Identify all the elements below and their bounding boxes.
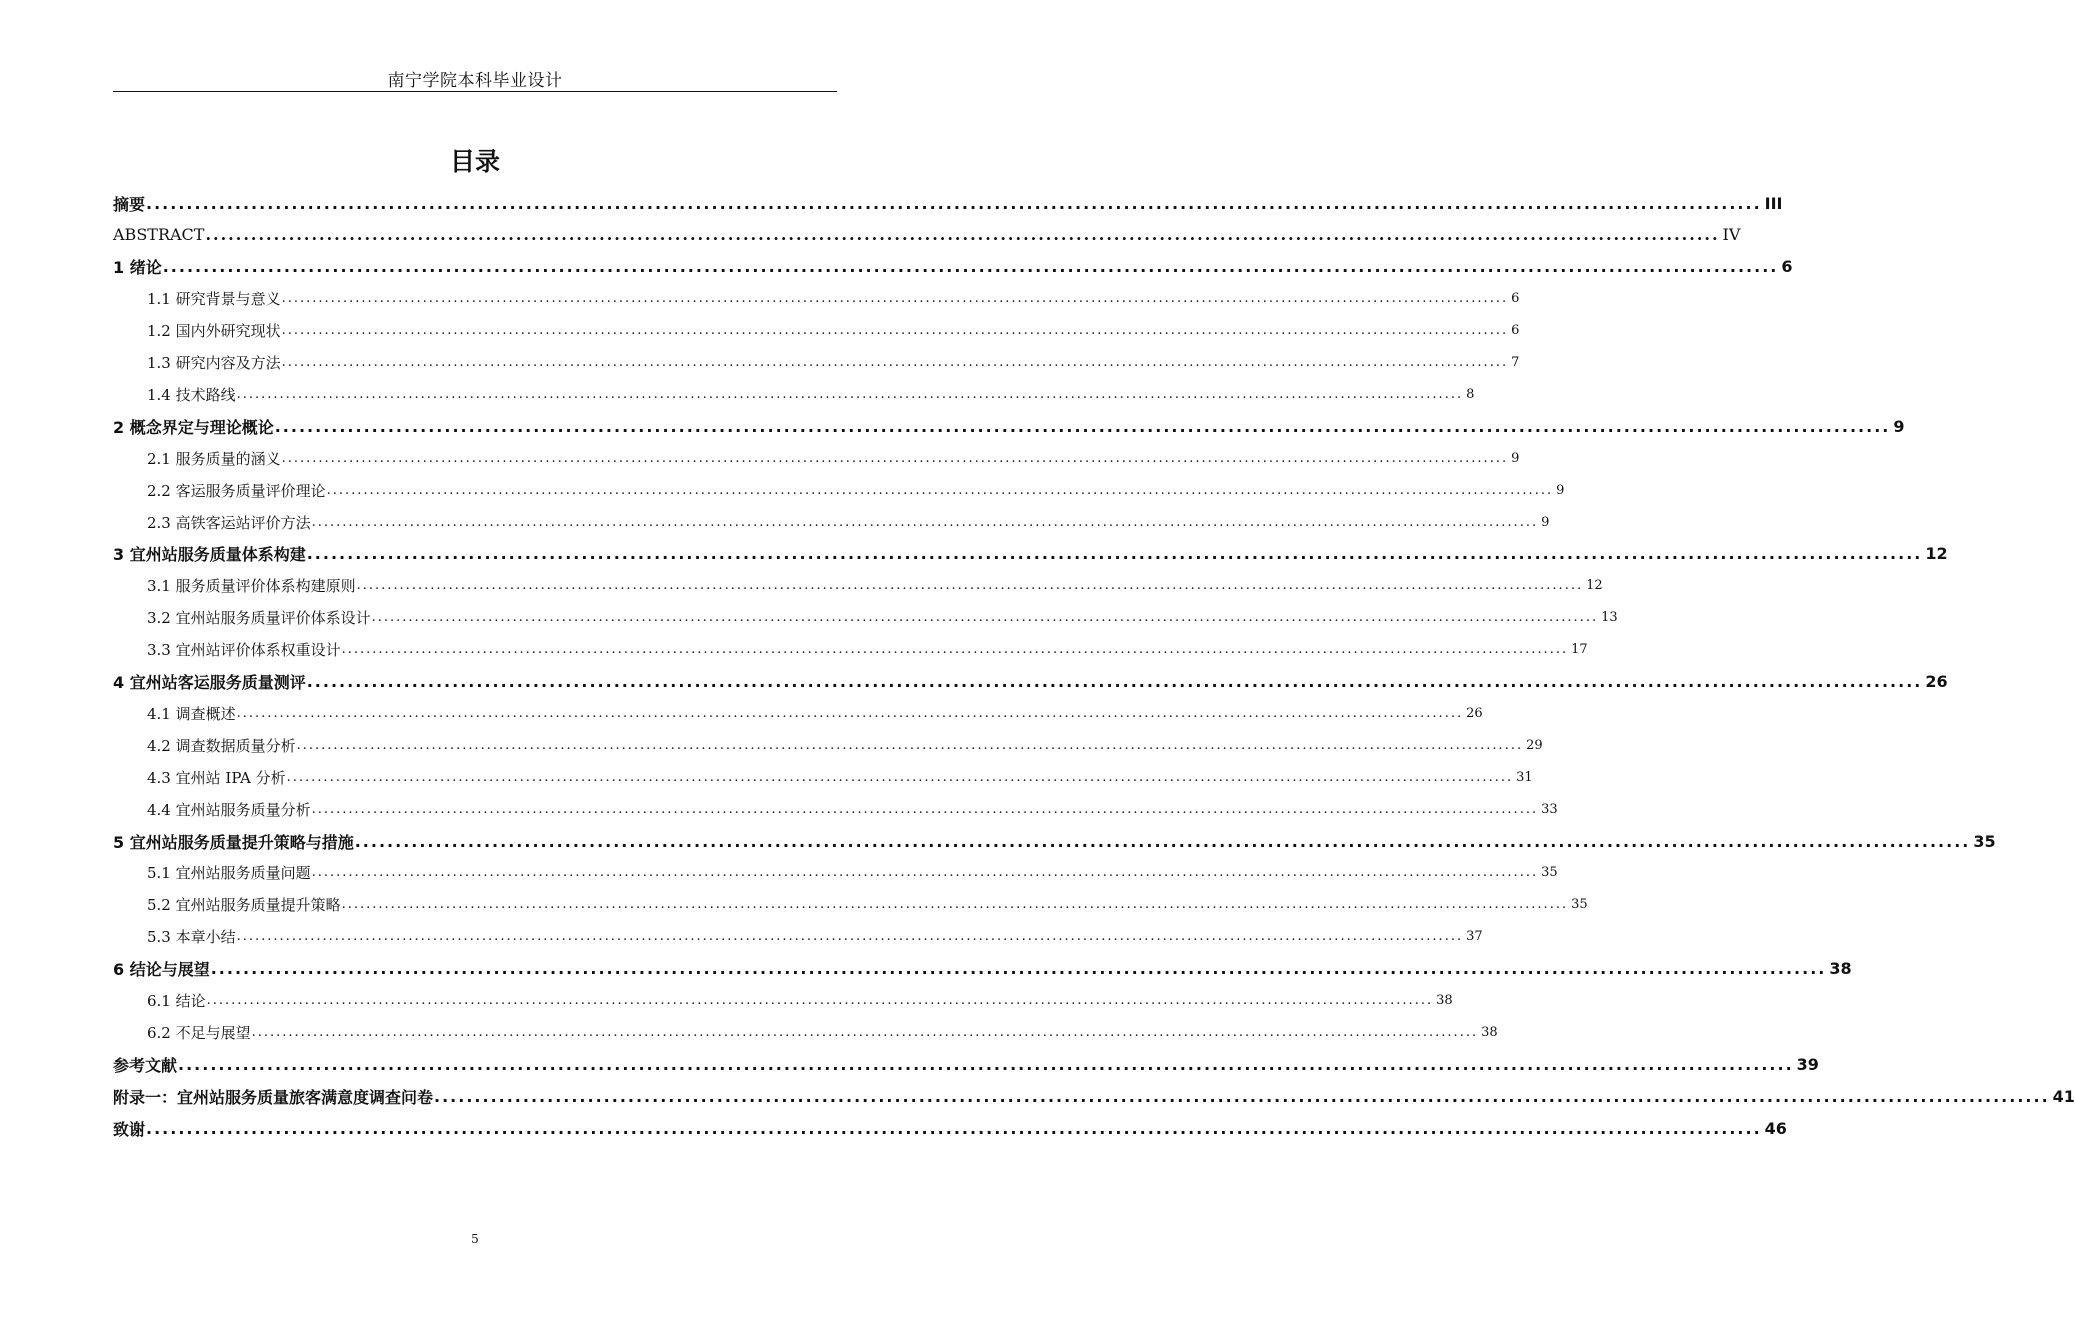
toc-entry-label: 1 绪论 xyxy=(113,258,162,278)
toc-leader-dots: ........................................................................................................................................................................................................ xyxy=(236,705,1464,721)
toc-entry-label: 2.1 服务质量的涵义 xyxy=(147,449,281,468)
toc-entry-label: 4 宜州站客运服务质量测评 xyxy=(113,673,306,692)
toc-entry-page: 41 xyxy=(2052,1086,2075,1106)
toc-entry-page: 9 xyxy=(1556,482,1565,498)
toc-entry-chapter[interactable] xyxy=(113,251,1793,283)
toc-entry-page: 9 xyxy=(1893,416,1905,436)
toc-entry-section[interactable] xyxy=(113,857,1558,889)
toc-entry-chapter[interactable] xyxy=(113,1080,2075,1112)
toc-leader-dots: ........................................................................................................................................................................................................ xyxy=(236,386,1464,402)
toc-leader-dots: ........................................................................................................................................................................................................ xyxy=(341,642,1569,658)
toc-entry-label: 2.3 高铁客运站评价方法 xyxy=(147,513,311,532)
toc-entry-page: 26 xyxy=(1925,672,1948,691)
toc-entry-page: 12 xyxy=(1586,578,1603,594)
toc-entry-chapter[interactable] xyxy=(113,219,1741,251)
toc-entry-label: 参考文献 xyxy=(113,1055,178,1075)
toc-entry-section[interactable] xyxy=(113,347,1520,379)
toc-leader-dots: ........................................................................................................................................................................................................ xyxy=(210,959,1827,979)
toc-leader-dots: ........................................................................................................................................................................................................ xyxy=(356,578,1584,594)
toc-entry-label: 5.2 宜州站服务质量提升策略 xyxy=(147,896,341,915)
toc-entry-label: 1.1 研究背景与意义 xyxy=(147,290,281,309)
toc-entry-section[interactable] xyxy=(113,570,1603,602)
toc-entry-label: 摘要 xyxy=(113,194,146,214)
toc-entry-chapter[interactable] xyxy=(113,825,1996,857)
toc-entry-page: 6 xyxy=(1781,257,1793,277)
toc-entry-page: III xyxy=(1764,193,1783,213)
toc-entry-page: 31 xyxy=(1516,769,1533,785)
toc-leader-dots: ........................................................................................................................................................................................................ xyxy=(236,929,1464,945)
toc-entry-label: 3.2 宜州站服务质量评价体系设计 xyxy=(147,609,371,628)
toc-entry-page: 12 xyxy=(1925,544,1948,564)
toc-entry-section[interactable] xyxy=(113,921,1483,953)
toc-entry-label: ABSTRACT xyxy=(113,225,205,245)
toc-entry-page: 9 xyxy=(1541,514,1550,530)
toc-entry-section[interactable] xyxy=(113,697,1483,729)
toc-leader-dots: ........................................................................................................................................................................................................ xyxy=(286,769,1514,785)
toc-leader-dots: ........................................................................................................................................................................................................ xyxy=(354,831,1971,851)
toc-leader-dots: ........................................................................................................................................................................................................ xyxy=(311,865,1539,881)
toc-entry-page: 38 xyxy=(1829,959,1852,979)
toc-entry-label: 4.1 调查概述 xyxy=(147,704,236,723)
toc-entry-label: 致谢 xyxy=(113,1119,146,1139)
toc-entry-section[interactable] xyxy=(113,729,1543,761)
toc-entry-section[interactable] xyxy=(113,602,1618,634)
toc-leader-dots: ........................................................................................................................................................................................................ xyxy=(311,801,1539,817)
toc-title: 目录 xyxy=(449,147,500,176)
toc-entry-label: 6 结论与展望 xyxy=(113,960,210,980)
toc-leader-dots: ........................................................................................................................................................................................................ xyxy=(281,450,1509,466)
toc-entry-section[interactable] xyxy=(113,474,1565,506)
toc-entry-label: 1.3 研究内容及方法 xyxy=(147,354,281,372)
toc-entry-label: 6.1 结论 xyxy=(147,992,206,1010)
toc-entry-label: 2 概念界定与理论概论 xyxy=(113,417,274,437)
page-number: 5 xyxy=(471,1232,479,1246)
toc-entry-section[interactable] xyxy=(113,1016,1498,1048)
toc-entry-section[interactable] xyxy=(113,378,1475,410)
toc-entry-page: 35 xyxy=(1571,897,1588,913)
toc-entry-page: 13 xyxy=(1601,610,1618,626)
toc-leader-dots: ........................................................................................................................................................................................................ xyxy=(146,1118,1762,1138)
toc-entry-label: 1.2 国内外研究现状 xyxy=(147,322,281,341)
toc-entry-chapter[interactable] xyxy=(113,538,1948,570)
toc-entry-chapter[interactable] xyxy=(113,1112,1787,1144)
toc-entry-chapter[interactable] xyxy=(113,953,1852,985)
toc-leader-dots: ........................................................................................................................................................................................................ xyxy=(281,323,1509,339)
toc-entry-chapter[interactable] xyxy=(113,187,1783,219)
toc-entry-section[interactable] xyxy=(113,985,1453,1017)
toc-entry-chapter[interactable] xyxy=(113,410,1905,442)
toc-leader-dots: ........................................................................................................................................................................................................ xyxy=(251,1024,1479,1040)
toc-leader-dots: ........................................................................................................................................................................................................ xyxy=(371,610,1599,626)
toc-leader-dots: ........................................................................................................................................................................................................ xyxy=(206,993,1434,1008)
toc-entry-label: 2.2 客运服务质量评价理论 xyxy=(147,481,326,500)
toc-entry-page: 38 xyxy=(1436,993,1453,1008)
toc-entry-page: 37 xyxy=(1466,929,1483,945)
toc-entry-label: 3.3 宜州站评价体系权重设计 xyxy=(147,641,341,660)
toc-entry-page: IV xyxy=(1722,225,1741,245)
toc-leader-dots: ........................................................................................................................................................................................................ xyxy=(274,416,1891,436)
toc-entry-section[interactable] xyxy=(113,506,1550,538)
toc-entry-page: 6 xyxy=(1511,323,1520,339)
toc-entry-label: 6.2 不足与展望 xyxy=(147,1023,251,1042)
toc-entry-label: 附录一：宜州站服务质量旅客满意度调查问卷 xyxy=(113,1087,434,1107)
toc-entry-page: 9 xyxy=(1511,450,1520,466)
toc-entry-page: 35 xyxy=(1973,831,1996,851)
toc-entry-page: 26 xyxy=(1466,705,1483,721)
toc-entry-section[interactable] xyxy=(113,442,1520,474)
toc-entry-section[interactable] xyxy=(113,283,1520,315)
toc-leader-dots: ........................................................................................................................................................................................................ xyxy=(296,737,1524,753)
toc-entry-page: 8 xyxy=(1466,386,1475,402)
toc-entry-label: 5.1 宜州站服务质量问题 xyxy=(147,864,311,883)
toc-entry-page: 17 xyxy=(1571,642,1588,658)
toc-leader-dots: ........................................................................................................................................................................................................ xyxy=(162,257,1779,277)
toc-entry-page: 33 xyxy=(1541,801,1558,817)
toc-entry-page: 6 xyxy=(1511,291,1520,307)
toc-entry-section[interactable] xyxy=(113,634,1588,666)
toc-entry-page: 46 xyxy=(1764,1118,1787,1138)
toc-leader-dots: ........................................................................................................................................................................................................ xyxy=(341,897,1569,913)
toc-entry-page: 7 xyxy=(1511,355,1520,370)
toc-entry-section[interactable] xyxy=(113,761,1533,793)
toc-entry-page: 35 xyxy=(1541,865,1558,881)
toc-leader-dots: ........................................................................................................................................................................................................ xyxy=(178,1054,1794,1074)
toc-entry-label: 1.4 技术路线 xyxy=(147,385,236,404)
toc-leader-dots: ........................................................................................................................................................................................................ xyxy=(205,225,1720,245)
toc-entry-label: 3.1 服务质量评价体系构建原则 xyxy=(147,577,356,596)
toc-entry-chapter[interactable] xyxy=(113,1048,1819,1080)
toc-leader-dots: ........................................................................................................................................................................................................ xyxy=(311,514,1539,530)
toc-entry-label: 4.4 宜州站服务质量分析 xyxy=(147,800,311,819)
toc-entry-label: 5 宜州站服务质量提升策略与措施 xyxy=(113,832,354,852)
toc-entry-section[interactable] xyxy=(113,793,1558,825)
header-rule xyxy=(113,91,837,92)
toc-leader-dots: ........................................................................................................................................................................................................ xyxy=(434,1086,2050,1106)
toc-entry-label: 3 宜州站服务质量体系构建 xyxy=(113,545,306,565)
toc-entry-section[interactable] xyxy=(113,889,1588,921)
toc-leader-dots: ........................................................................................................................................................................................................ xyxy=(146,193,1762,213)
toc-entry-page: 29 xyxy=(1526,737,1543,753)
toc-entry-label: 4.3 宜州站 IPA 分析 xyxy=(147,768,286,787)
toc-leader-dots: ........................................................................................................................................................................................................ xyxy=(326,482,1554,498)
toc-entry-label: 5.3 本章小结 xyxy=(147,928,236,947)
page-header: 南宁学院本科毕业设计 xyxy=(387,71,563,91)
toc-leader-dots: ........................................................................................................................................................................................................ xyxy=(306,672,1923,691)
toc-entry-page: 38 xyxy=(1481,1024,1498,1040)
toc-leader-dots: ........................................................................................................................................................................................................ xyxy=(281,291,1509,307)
toc-leader-dots: ........................................................................................................................................................................................................ xyxy=(306,544,1923,564)
toc-entry-chapter[interactable] xyxy=(113,666,1948,698)
toc-entry-label: 4.2 调查数据质量分析 xyxy=(147,736,296,755)
toc-leader-dots: ........................................................................................................................................................................................................ xyxy=(281,355,1509,370)
toc-entry-section[interactable] xyxy=(113,315,1520,347)
toc-entry-page: 39 xyxy=(1796,1054,1819,1074)
